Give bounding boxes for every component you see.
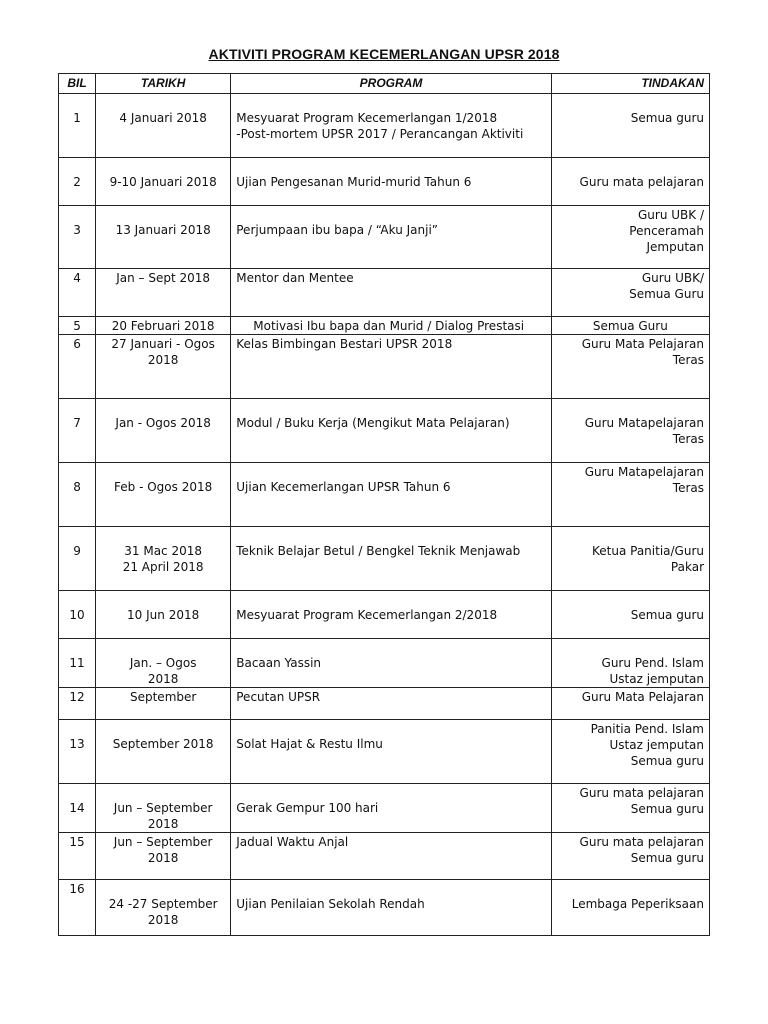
table-row [59, 833, 710, 880]
cell-program: Mentor dan Mentee [231, 269, 551, 317]
table-row [59, 639, 710, 688]
cell-tarikh: 20 Februari 2018 [96, 317, 231, 335]
cell-bil: 7 [59, 399, 96, 463]
cell-tindakan: Guru UBK / Penceramah Jemputan [551, 206, 709, 269]
table-row [59, 880, 710, 936]
cell-program: Gerak Gempur 100 hari [231, 784, 551, 833]
cell-tarikh: Feb - Ogos 2018 [96, 463, 231, 527]
cell-program: Motivasi Ibu bapa dan Murid / Dialog Prestasi [231, 317, 551, 335]
cell-bil: 14 [59, 784, 96, 833]
cell-tindakan: Semua Guru [551, 317, 709, 335]
document-title: AKTIVITI PROGRAM KECEMERLANGAN UPSR 2018 [208, 46, 560, 62]
cell-tindakan: Guru Mata Pelajaran [551, 688, 709, 720]
cell-bil: 11 [59, 639, 96, 688]
cell-program: Ujian Penilaian Sekolah Rendah [231, 880, 551, 936]
cell-program: Pecutan UPSR [231, 688, 551, 720]
cell-tarikh: Jun – September 2018 [96, 833, 231, 880]
cell-bil: 2 [59, 158, 96, 206]
table-row [59, 158, 710, 206]
cell-tarikh: September [96, 688, 231, 720]
cell-tarikh: 13 Januari 2018 [96, 206, 231, 269]
table-row [59, 206, 710, 269]
cell-tindakan: Guru Mata Pelajaran Teras [551, 335, 709, 399]
table-row [59, 335, 710, 399]
cell-tarikh: 9-10 Januari 2018 [96, 158, 231, 206]
table-row [59, 784, 710, 833]
cell-bil: 3 [59, 206, 96, 269]
cell-program: Solat Hajat & Restu Ilmu [231, 720, 551, 784]
cell-bil: 6 [59, 335, 96, 399]
cell-bil: 8 [59, 463, 96, 527]
cell-tindakan: Semua guru [551, 94, 709, 158]
cell-bil: 12 [59, 688, 96, 720]
table-row [59, 94, 710, 158]
cell-bil: 13 [59, 720, 96, 784]
cell-tindakan: Guru UBK/ Semua Guru [551, 269, 709, 317]
table-row [59, 317, 710, 335]
cell-program: Bacaan Yassin [231, 639, 551, 688]
cell-program: Kelas Bimbingan Bestari UPSR 2018 [231, 335, 551, 399]
table-row [59, 399, 710, 463]
cell-bil: 10 [59, 591, 96, 639]
cell-tarikh: Jan – Sept 2018 [96, 269, 231, 317]
cell-program: Mesyuarat Program Kecemerlangan 1/2018 -Post-mortem UPSR 2017 / Perancangan Aktiviti [231, 94, 551, 158]
cell-tarikh: 10 Jun 2018 [96, 591, 231, 639]
cell-tarikh: 31 Mac 2018 21 April 2018 [96, 527, 231, 591]
cell-bil: 4 [59, 269, 96, 317]
header-tarikh: TARIKH [96, 74, 231, 94]
cell-program: Teknik Belajar Betul / Bengkel Teknik Menjawab [231, 527, 551, 591]
cell-tarikh: 24 -27 September 2018 [96, 880, 231, 936]
header-tindakan: TINDAKAN [551, 74, 709, 94]
cell-tindakan: Guru Matapelajaran Teras [551, 399, 709, 463]
cell-bil: 9 [59, 527, 96, 591]
table-row [59, 527, 710, 591]
cell-program: Ujian Kecemerlangan UPSR Tahun 6 [231, 463, 551, 527]
cell-tindakan: Guru Matapelajaran Teras [551, 463, 709, 527]
table-header-row [59, 74, 710, 94]
cell-bil: 16 [59, 880, 96, 936]
cell-tarikh: Jun – September 2018 [96, 784, 231, 833]
cell-tindakan: Semua guru [551, 591, 709, 639]
table-row [59, 720, 710, 784]
cell-program: Modul / Buku Kerja (Mengikut Mata Pelajaran) [231, 399, 551, 463]
cell-tarikh: Jan - Ogos 2018 [96, 399, 231, 463]
cell-tarikh: Jan. – Ogos 2018 [96, 639, 231, 688]
cell-tindakan: Lembaga Peperiksaan [551, 880, 709, 936]
cell-tindakan: Panitia Pend. Islam Ustaz jemputan Semua guru [551, 720, 709, 784]
cell-tarikh: September 2018 [96, 720, 231, 784]
cell-program: Jadual Waktu Anjal [231, 833, 551, 880]
cell-program: Ujian Pengesanan Murid-murid Tahun 6 [231, 158, 551, 206]
cell-tarikh: 4 Januari 2018 [96, 94, 231, 158]
table-row [59, 688, 710, 720]
cell-program: Mesyuarat Program Kecemerlangan 2/2018 [231, 591, 551, 639]
table-row [59, 269, 710, 317]
cell-bil: 15 [59, 833, 96, 880]
cell-bil: 5 [59, 317, 96, 335]
cell-tindakan: Guru Pend. Islam Ustaz jemputan [551, 639, 709, 688]
cell-tindakan: Guru mata pelajaran [551, 158, 709, 206]
cell-program: Perjumpaan ibu bapa / “Aku Janji” [231, 206, 551, 269]
cell-bil: 1 [59, 94, 96, 158]
table-row [59, 463, 710, 527]
header-program: PROGRAM [231, 74, 551, 94]
activity-table [58, 73, 710, 936]
cell-tindakan: Ketua Panitia/Guru Pakar [551, 527, 709, 591]
cell-tindakan: Guru mata pelajaran Semua guru [551, 833, 709, 880]
table-row [59, 591, 710, 639]
cell-tindakan: Guru mata pelajaran Semua guru [551, 784, 709, 833]
cell-tarikh: 27 Januari - Ogos 2018 [96, 335, 231, 399]
header-bil: BIL [59, 74, 96, 94]
